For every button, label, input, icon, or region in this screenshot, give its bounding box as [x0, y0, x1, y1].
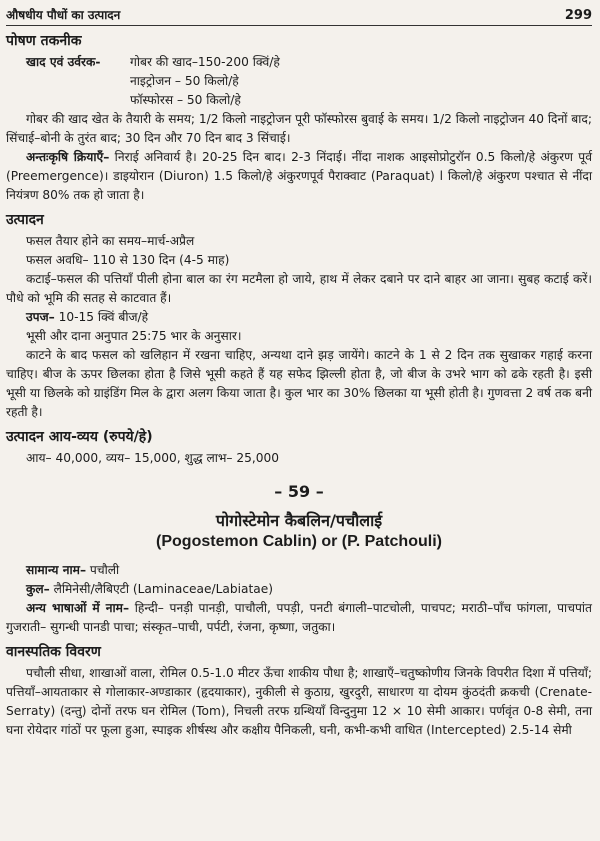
yield-label: उपज–	[26, 310, 55, 324]
other-names-text: हिन्दी– पनड़ी पानड़ी, पाचौली, पपड़ी, पनटी बंगाली–पाटचोली, पाचपट; मराठी–पाँच फांगला, पाचपांत गुजराती– सुगन्धी पानडी पाचा; संस्कृत–पाची, पर्पटी, रंजना, कृष्णा, जतुका।	[6, 601, 592, 634]
family-line	[6, 580, 592, 599]
fertilizer-label: खाद एवं उर्वरक-	[26, 55, 101, 69]
section-heading-nutrition: पोषण तकनीक	[6, 33, 82, 49]
botany-paragraph: पचौली सीधा, शाखाओं वाला, रोमिल 0.5-1.0 मीटर ऊँचा शाकीय पौधा है; शाखाएँ–चतुष्कोणीय जिनके विपरीत दिशा में पत्तियाँ; पत्तियाँ–आयताकार से गोलाकार-अण्डाकार (हृदयाकार), नुकीली से कुठाग्र, खुरदुरी, साधारण या दोयम कुंठदंती क्रकची (Crenate-Serraty) (दन्तु) दोनों तरफ घन रोमिल (Tom), निचली तरफ ग्रन्थियाँ विन्दुनुमा 12 × 10 सेमी आकार। पर्णवृंत 0-8 सेमी, तना घना रोयेदार गांठों पर फूला हुआ, स्पाइक शीर्षस्थ और कक्षीय पैनिकली, घनी, कभी-कभी वाधित (Intercepted) 2.5-14 सेमी	[6, 666, 592, 737]
intercultural-text: निराई अनिवार्य है। 20-25 दिन बाद। 2-3 निंदाई। नींदा नाशक आइसोप्रोटुरॉन 0.5 किलो/हे अंकुरण पूर्व (Preemergence)। डाइयोरान (Diuron) 1.5 किलो/हे अंकुरणपूर्व पैराक्वाट (Paraquat) l किलो/हे अंकुरण पश्चात से नींदा नियंत्रण 80% तक हो जाता है।	[6, 150, 592, 202]
section-heading-botany: वानस्पतिक विवरण	[6, 644, 101, 660]
fertilizer-item: नाइट्रोजन – 50 किलो/हे	[130, 74, 239, 88]
page-number: 299	[564, 8, 592, 23]
ratio-line: भूसी और दाना अनुपात 25:75 भार के अनुसार।	[26, 329, 242, 343]
production-line: फसल अवधि– 110 से 130 दिन (4-5 माह)	[26, 253, 230, 267]
harvest-paragraph: कटाई–फसल की पत्तियाँ पीली होना बाल का रंग मटमैला हो जाये, हाथ में लेकर दबाने पर दाने बाहर आ जाना। सुबह कटाई करें। पौधे को भूमि की सतह से काटवात हैं।	[6, 272, 592, 305]
fertilizer-block	[6, 53, 592, 110]
fertilizer-schedule-paragraph: गोबर की खाद खेत के तैयारी के समय; 1/2 किलो नाइट्रोजन पूरी फॉस्फोरस बुवाई के समय। 1/2 किलो नाइट्रोजन 40 दिनों बाद; सिंचाई–बोनी के तुरंत बाद; 30 दिन और 70 दिन बाद 3 सिंचाई।	[6, 112, 592, 145]
family-label: कुल–	[26, 582, 50, 596]
section-heading-income: उत्पादन आय-व्यय (रुपये/हे)	[6, 429, 153, 445]
income-line: आय– 40,000, व्यय– 15,000, शुद्ध लाभ– 25,000	[26, 451, 280, 465]
common-name-text: पचौली	[86, 563, 120, 577]
family-text: लैमिनेसी/लैबिएटी (Laminaceae/Labiatae)	[49, 582, 273, 596]
production-line: फसल तैयार होने का समय–मार्च-अप्रैल	[26, 234, 195, 248]
chapter-title-hindi: पोगोस्टेमोन कैबलिन/पचौलाई	[215, 511, 383, 530]
common-name-line	[6, 561, 592, 580]
running-header	[6, 6, 592, 26]
chapter-title-english: (Pogostemon Cablin) or (P. Patchouli)	[156, 533, 442, 550]
section-heading-production: उत्पादन	[6, 212, 44, 228]
fertilizer-item: गोबर की खाद–150-200 क्विं/हे	[130, 55, 280, 69]
common-name-label: सामान्य नाम–	[26, 563, 87, 577]
fertilizer-item: फॉस्फोरस – 50 किलो/हे	[130, 93, 241, 107]
other-names-paragraph	[6, 599, 592, 637]
yield-line	[6, 308, 592, 327]
intercultural-paragraph	[6, 148, 592, 205]
chapter-number: – 59 –	[274, 482, 324, 501]
yield-text: 10-15 क्विं बीज/हे	[54, 310, 149, 324]
intercultural-label: अन्तःकृषि क्रियाएँ–	[26, 150, 110, 164]
header-title: औषधीय पौधों का उत्पादन	[6, 8, 121, 22]
other-names-label: अन्य भाषाओं में नाम–	[26, 601, 130, 615]
book-page	[6, 6, 592, 740]
threshing-paragraph: काटने के बाद फसल को खलिहान में रखना चाहिए, अन्यथा दाने झड़ जायेंगे। काटने के 1 से 2 दिन तक सुखाकर गहाई करना चाहिए। बीज के ऊपर छिलका होता है जिसे भूसी कहते हैं यह सफेद झिल्ली होता है, जो बीज के उभरे भाग को ढके रहती है। इसी भूसी या छिलके को ग्राइंडिंग मिल के द्वारा अलग किया जाता है। कुल भार का 30% छिलका या भूसी होती है। गुणवत्ता 2 वर्ष तक बनी रहती है।	[6, 348, 592, 419]
